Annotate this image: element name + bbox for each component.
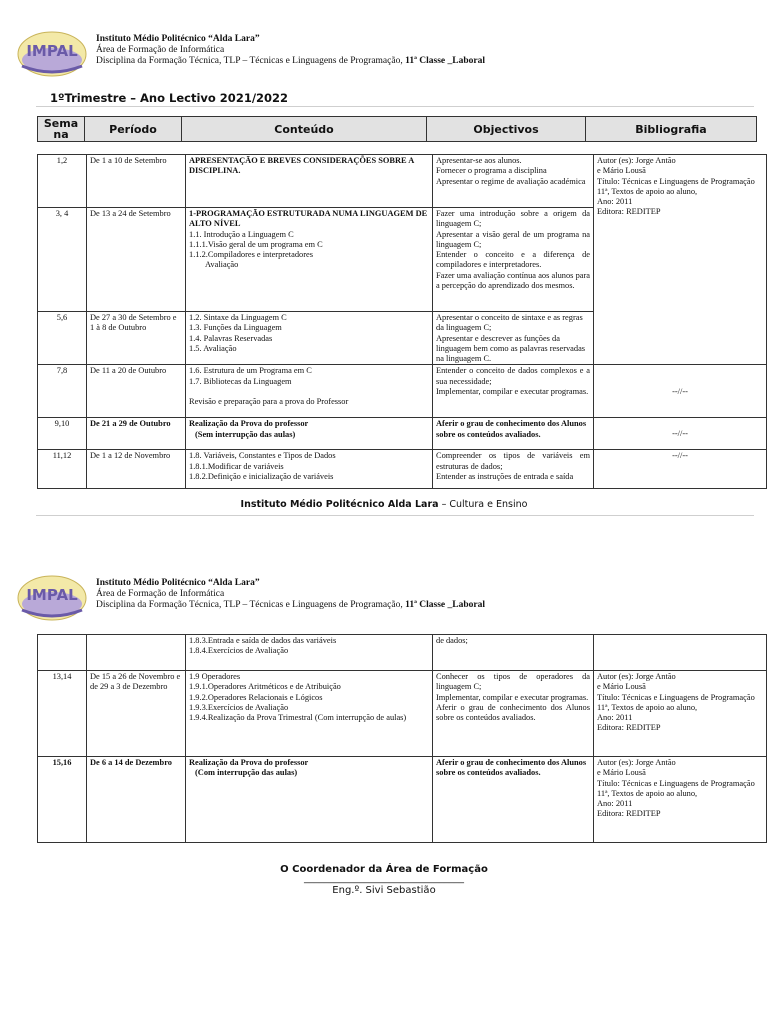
impal-logo — [16, 570, 88, 624]
discipline-name: Disciplina da Formação Técnica, TLP – Técnicas e Linguagens de Programação, 11ª Classe _Laboral — [96, 600, 486, 610]
cell-conteudo: 1.2. Sintaxe da Linguagem C 1.3. Funções da Linguagem 1.4. Palavras Reservadas 1.5. Avaliação — [186, 312, 433, 365]
cell-semana: 9,10 — [38, 418, 87, 450]
cell-semana: 7,8 — [38, 365, 87, 418]
cell-semana: 3, 4 — [38, 208, 87, 312]
cell-semana: 11,12 — [38, 450, 87, 489]
svg-text:IMPAL: IMPAL — [26, 586, 78, 604]
col-bibliografia: Bibliografia — [586, 117, 757, 142]
cell-conteudo: 1.8. Variáveis, Constantes e Tipos de Dados 1.8.1.Modificar de variáveis 1.8.2.Definição e inicialização de variáveis — [186, 450, 433, 489]
table-row — [38, 635, 767, 671]
table-row — [38, 671, 767, 757]
trimester-title: 1ºTrimestre – Ano Lectivo 2021/2022 — [50, 91, 289, 105]
cell-periodo: De 1 a 10 de Setembro — [87, 155, 186, 208]
schedule-table-continued — [37, 634, 767, 843]
cell-bibliografia: Autor (es): Jorge Antão e Mário Lousã Título: Técnicas e Linguagens de Programação 11ª, Textos de apoio ao aluno, Ano: 2011 Editora: REDITEP — [594, 757, 767, 843]
cell-bibliografia: Autor (es): Jorge Antão e Mário Lousã Título: Técnicas e Linguagens de Programação 11ª, Textos de apoio ao aluno, Ano: 2011 Editora: REDITEP — [594, 671, 767, 757]
cell-conteudo: 1.9 Operadores 1.9.1.Operadores Aritméticos e de Atribuição 1.9.2.Operadores Relacionais e Lógicos 1.9.3.Exercícios de Avaliação 1.9.4.Realização da Prova Trimestral (Com interrupção de aulas) — [186, 671, 433, 757]
cell-semana — [38, 635, 87, 671]
cell-periodo: De 21 a 29 de Outubro — [87, 418, 186, 450]
table-row — [38, 155, 767, 208]
cell-objectivos: Entender o conceito de dados complexos e a sua necessidade; Implementar, compilar e executar programas. — [433, 365, 594, 418]
cell-bibliografia: --//-- — [594, 450, 767, 489]
cell-conteudo: 1-PROGRAMAÇÃO ESTRUTURADA NUMA LINGUAGEM DE ALTO NÍVEL 1.1. Introdução a Linguagem C 1.1.1.Visão geral de um programa em C 1.1.2.Compiladores e interpretadores Avaliação — [186, 208, 433, 312]
cell-objectivos: Aferir o grau de conhecimento dos Alunos sobre os conteúdos avaliados. — [433, 418, 594, 450]
table-row — [38, 450, 767, 489]
page-footer: Instituto Médio Politécnico Alda Lara – Cultura e Ensino — [240, 499, 528, 510]
cell-objectivos: Apresentar o conceito de sintaxe e as regras da linguagem C; Apresentar e descrever as funções da linguagem bem como as palavras reservadas na linguagem C. — [433, 312, 594, 365]
cell-conteudo: Realização da Prova do professor (Sem interrupção das aulas) — [186, 418, 433, 450]
page-header — [16, 26, 756, 92]
cell-semana: 5,6 — [38, 312, 87, 365]
cell-conteudo: APRESENTAÇÃO E BREVES CONSIDERAÇÕES SOBRE A DISCIPLINA. — [186, 155, 433, 208]
cell-objectivos: de dados; — [433, 635, 594, 671]
schedule-header-table — [37, 116, 757, 142]
cell-bibliografia: Autor (es): Jorge Antão e Mário Lousã Título: Técnicas e Linguagens de Programação 11ª, Textos de apoio ao aluno, Ano: 2011 Editora: REDITEP — [594, 155, 767, 365]
area-name: Área de Formação de Informática — [96, 589, 225, 599]
cell-bibliografia: --//-- — [594, 365, 767, 418]
signature-name: Eng.º. Sivi Sebastião — [332, 885, 436, 896]
cell-periodo: De 1 a 12 de Novembro — [87, 450, 186, 489]
schedule-table — [37, 154, 767, 489]
page-header — [16, 570, 756, 636]
cell-semana: 15,16 — [38, 757, 87, 843]
cell-objectivos: Apresentar-se aos alunos. Fornecer o programa a disciplina Apresentar o regime de avaliação académica — [433, 155, 594, 208]
col-semana: Sema na — [38, 117, 85, 142]
signature-line: ________________________________ — [304, 873, 464, 884]
cell-periodo: De 13 a 24 de Setembro — [87, 208, 186, 312]
col-periodo: Período — [85, 117, 182, 142]
cell-objectivos: Compreender os tipos de variáveis em estruturas de dados; Entender as instruções de entrada e saída — [433, 450, 594, 489]
cell-periodo — [87, 635, 186, 671]
cell-objectivos: Fazer uma introdução sobre a origem da linguagem C; Apresentar a visão geral de um programa na linguagem C; Entender o conceito e a diferença de compiladores e interpretadores. Fazer uma avaliação contínua aos alunos para a percepção do aprendizado dos mesmos. — [433, 208, 594, 312]
col-objectivos: Objectivos — [427, 117, 586, 142]
institute-name: Instituto Médio Politécnico “Alda Lara” — [96, 578, 260, 588]
cell-periodo: De 6 a 14 de Dezembro — [87, 757, 186, 843]
divider — [36, 106, 754, 107]
institute-name: Instituto Médio Politécnico “Alda Lara” — [96, 34, 260, 44]
table-row — [38, 757, 767, 843]
cell-periodo: De 15 a 26 de Novembro e de 29 a 3 de Dezembro — [87, 671, 186, 757]
cell-objectivos: Conhecer os tipos de operadores da linguagem C; Implementar, compilar e executar programas. Aferir o grau de conhecimento dos Alunos sobre os conteúdos avaliados. — [433, 671, 594, 757]
signature-block — [0, 864, 768, 896]
table-row — [38, 418, 767, 450]
col-conteudo: Conteúdo — [182, 117, 427, 142]
cell-periodo: De 27 a 30 de Setembro e 1 à 8 de Outubro — [87, 312, 186, 365]
cell-conteudo: 1.8.3.Entrada e saída de dados das variáveis 1.8.4.Exercícios de Avaliação — [186, 635, 433, 671]
divider — [36, 515, 754, 516]
cell-conteudo: 1.6. Estrutura de um Programa em C 1.7. Bibliotecas da Linguagem Revisão e preparação para a prova do Professor — [186, 365, 433, 418]
impal-logo — [16, 26, 88, 80]
svg-text:IMPAL: IMPAL — [26, 42, 78, 60]
area-name: Área de Formação de Informática — [96, 45, 225, 55]
cell-bibliografia — [594, 635, 767, 671]
cell-periodo: De 11 a 20 de Outubro — [87, 365, 186, 418]
table-row — [38, 365, 767, 418]
cell-conteudo: Realização da Prova do professor (Com interrupção das aulas) — [186, 757, 433, 843]
cell-objectivos: Aferir o grau de conhecimento dos Alunos sobre os conteúdos avaliados. — [433, 757, 594, 843]
cell-semana: 13,14 — [38, 671, 87, 757]
cell-semana: 1,2 — [38, 155, 87, 208]
signature-title: O Coordenador da Área de Formação — [280, 864, 488, 875]
discipline-name: Disciplina da Formação Técnica, TLP – Técnicas e Linguagens de Programação, 11ª Classe _Laboral — [96, 56, 486, 66]
cell-bibliografia: --//-- — [594, 418, 767, 450]
